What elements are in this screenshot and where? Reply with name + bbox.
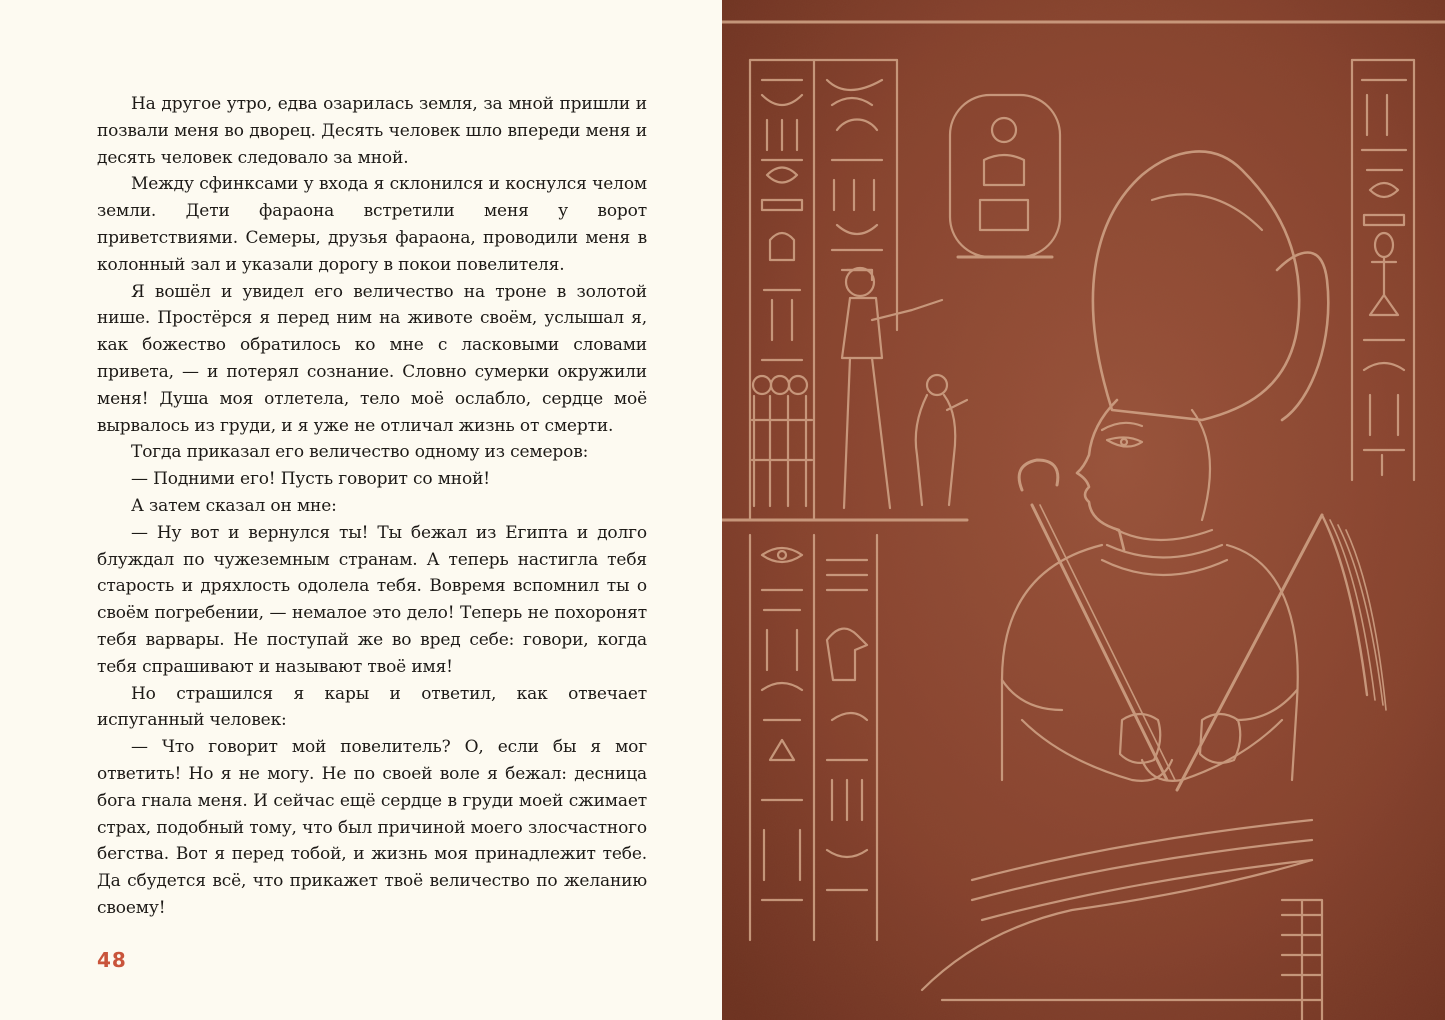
page-number: 48 (97, 948, 127, 972)
paragraph: — Подними его! Пусть говорит со мной! (131, 469, 490, 490)
story-text (97, 91, 647, 922)
paragraph: А затем сказал он мне: (131, 495, 337, 516)
paragraph: Но страшился я кары и ответил, как отвечает испуганный человек: (97, 683, 647, 731)
pharaoh-relief-illustration (722, 0, 1445, 1020)
relief-svg (722, 0, 1445, 1020)
paragraph: Я вошёл и увидел его величество на троне в золотой нише. Простёрся я перед ним на животе своём, услышал я, как божество обратилось ко мне с ласковыми словами привета, — и потерял сознание. Словно сумерки окружили меня! Душа моя отлетела, тело моё ослабло, сердце моё вырвалось из груди, и я уже не отличал жизнь от смерти. (97, 281, 647, 436)
paragraph: Между сфинксами у входа я склонился и коснулся челом земли. Дети фараона встретили меня у ворот приветствиями. Семеры, друзья фараона, проводили меня в колонный зал и указали дорогу в покои повелителя. (97, 174, 647, 275)
paragraph: — Что говорит мой повелитель? О, если бы я мог ответить! Но я не могу. Не по своей воле я бежал: десница бога гнала меня. И сейчас ещё сердце в груди моей сжимает страх, подобный тому, что был причиной моего злосчастного бегства. Вот я перед тобой, и жизнь моя принадлежит тебе. Да сбудется всё, что прикажет твоё величество по желанию своему! (97, 737, 647, 918)
paragraph: — Ну вот и вернулся ты! Ты бежал из Египта и долго блуждал по чужеземным странам. А теперь настигла тебя старость и дряхлость одолела тебя. Вовремя вспомнил ты о своём погребении, — немалое это дело! Теперь не похоронят тебя варвары. Не поступай же во вред себе: говори, когда тебя спрашивают и называют твоё имя! (97, 522, 647, 677)
paragraph: На другое утро, едва озарилась земля, за мной пришли и позвали меня во дворец. Десять человек шло впереди меня и десять человек следовало за мной. (97, 94, 647, 168)
paragraph: Тогда приказал его величество одному из семеров: (131, 442, 589, 463)
left-page (0, 0, 722, 1020)
